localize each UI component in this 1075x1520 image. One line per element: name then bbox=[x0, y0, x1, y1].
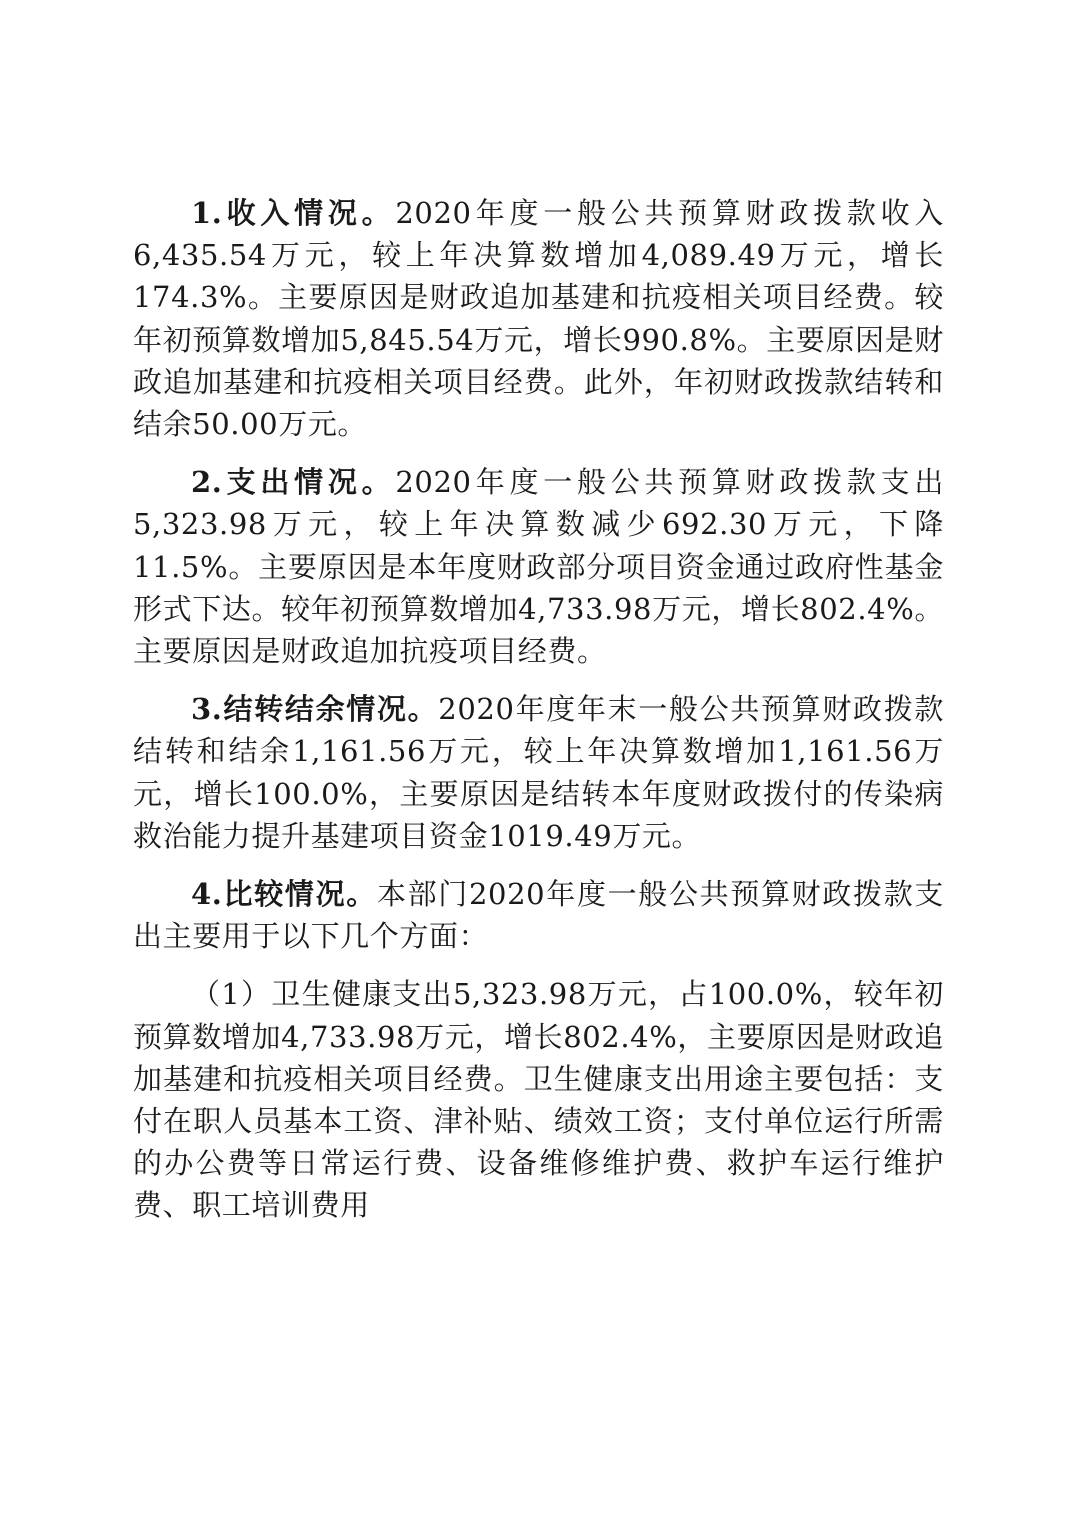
income-paragraph bbox=[133, 192, 944, 445]
balance-paragraph bbox=[133, 688, 944, 857]
expenditure-heading: 2.支出情况。 bbox=[191, 465, 396, 500]
expenditure-paragraph bbox=[133, 461, 944, 672]
balance-heading: 3.结转结余情况。 bbox=[191, 692, 439, 727]
comparison-paragraph bbox=[133, 873, 944, 957]
balance-body: 2020年度年末一般公共预算财政拨款结转和结余1,161.56万元，较上年决算数增加1,161.56万元，增长100.0%，主要原因是结转本年度财政拨付的传染病救治能力提升基建项目资金1019.49万元。 bbox=[133, 692, 944, 853]
comparison-heading: 4.比较情况。 bbox=[191, 877, 377, 912]
document-page bbox=[133, 192, 944, 1243]
health-expenditure-paragraph bbox=[133, 973, 944, 1226]
income-heading: 1.收入情况。 bbox=[191, 196, 396, 230]
comparison-body: 本部门2020年度一般公共预算财政拨款支出主要用于以下几个方面： bbox=[133, 877, 944, 954]
income-body: 2020年度一般公共预算财政拨款收入6,435.54万元，较上年决算数增加4,089.49万元，增长174.3%。主要原因是财政追加基建和抗疫相关项目经费。较年初预算数增加5,845.54万元，增长990.8%。主要原因是财政追加基建和抗疫相关项目经费。此外，年初财政拨款结转和结余50.00万元。 bbox=[133, 196, 944, 442]
expenditure-body: 2020年度一般公共预算财政拨款支出5,323.98万元，较上年决算数减少692.30万元，下降11.5%。主要原因是本年度财政部分项目资金通过政府性基金形式下达。较年初预算数增加4,733.98万元，增长802.4%。主要原因是财政追加抗疫项目经费。 bbox=[133, 465, 944, 669]
health-expenditure-body: （1）卫生健康支出5,323.98万元，占100.0%，较年初预算数增加4,733.98万元，增长802.4%，主要原因是财政追加基建和抗疫相关项目经费。卫生健康支出用途主要包括：支付在职人员基本工资、津补贴、绩效工资；支付单位运行所需的办公费等日常运行费、设备维修维护费、救护车运行维护费、职工培训费用 bbox=[133, 977, 944, 1223]
